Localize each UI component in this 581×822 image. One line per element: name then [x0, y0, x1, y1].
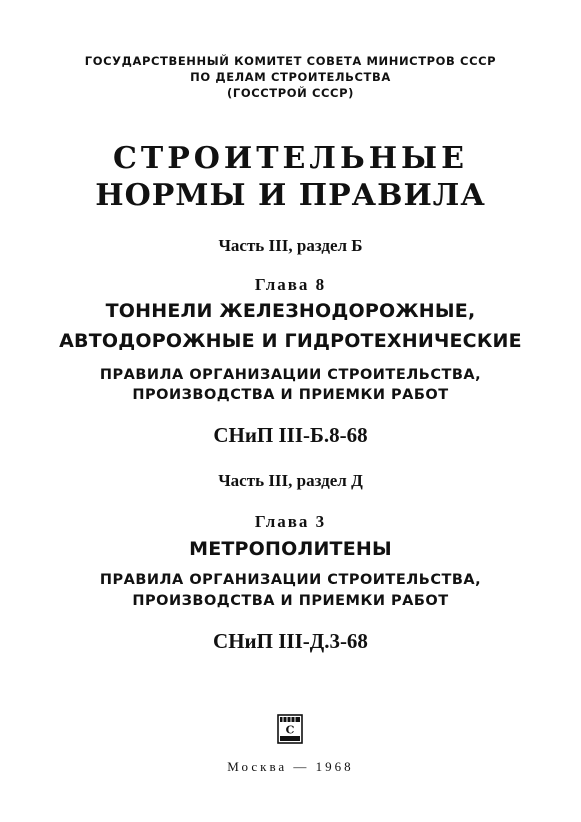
section-b-subheading-2: ПРОИЗВОДСТВА И ПРИЕМКИ РАБОТ	[132, 387, 449, 403]
publisher-line-1: ГОСУДАРСТВЕННЫЙ КОМИТЕТ СОВЕТА МИНИСТРОВ СССР	[84, 54, 497, 68]
section-d-chapter: Глава 3	[254, 512, 327, 531]
publisher-emblem-letter: С	[285, 723, 295, 737]
section-b-part: Часть III, раздел Б	[218, 236, 363, 255]
section-d-subheading-2: ПРОИЗВОДСТВА И ПРИЕМКИ РАБОТ	[132, 593, 449, 609]
publisher-line-2: ПО ДЕЛАМ СТРОИТЕЛЬСТВА	[190, 70, 391, 84]
section-b-subheading-1: ПРАВИЛА ОРГАНИЗАЦИИ СТРОИТЕЛЬСТВА,	[99, 367, 482, 383]
section-d-subheading-1: ПРАВИЛА ОРГАНИЗАЦИИ СТРОИТЕЛЬСТВА,	[99, 572, 482, 588]
section-b-chapter: Глава 8	[254, 275, 327, 294]
imprint-city-year: Москва — 1968	[227, 759, 354, 774]
publisher-emblem-icon	[277, 714, 303, 744]
section-b-code: СНиП III-Б.8-68	[213, 423, 368, 447]
section-d-heading: МЕТРОПОЛИТЕНЫ	[189, 538, 392, 560]
main-title-line-2: НОРМЫ И ПРАВИЛА	[95, 178, 486, 213]
section-b-heading-2: АВТОДОРОЖНЫЕ И ГИДРОТЕХНИЧЕСКИЕ	[59, 330, 522, 352]
main-title-line-1: СТРОИТЕЛЬНЫЕ	[113, 141, 468, 176]
publisher-line-3: (ГОССТРОЙ СССР)	[227, 86, 354, 100]
section-d-code: СНиП III-Д.3-68	[213, 629, 368, 653]
section-d-part: Часть III, раздел Д	[218, 471, 363, 490]
section-b-heading-1: ТОННЕЛИ ЖЕЛЕЗНОДОРОЖНЫЕ,	[105, 300, 476, 322]
